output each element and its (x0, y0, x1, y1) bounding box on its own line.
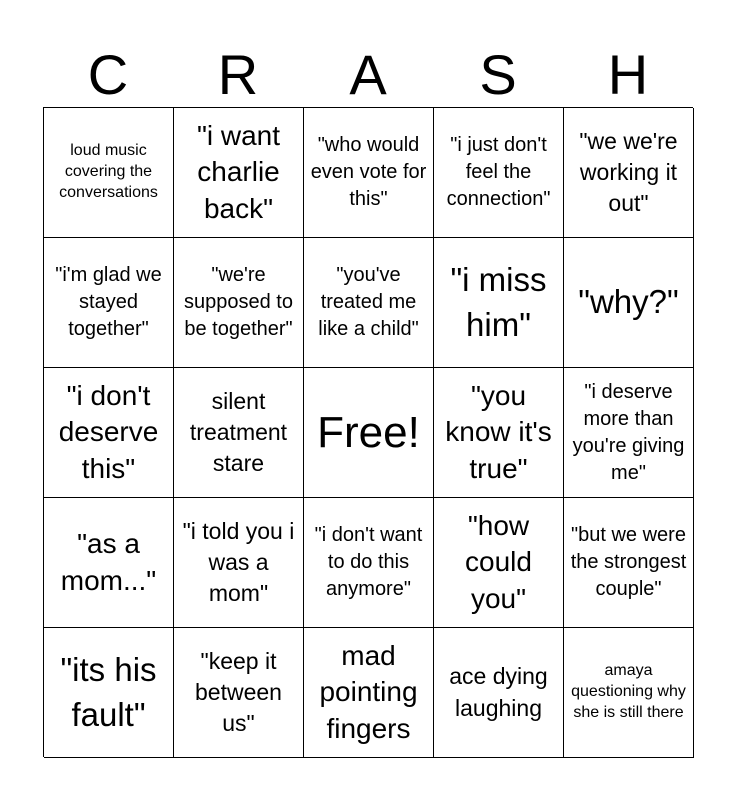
cell-text: "i told you i was a mom" (182, 517, 295, 607)
bingo-cell[interactable] (174, 628, 304, 758)
cell-text: amaya questioning why she is still there (571, 662, 686, 721)
bingo-cell[interactable] (434, 628, 564, 758)
bingo-header (43, 44, 693, 106)
header-letter-h: H (607, 43, 649, 106)
bingo-cell[interactable] (304, 628, 434, 758)
bingo-board (43, 107, 693, 757)
free-space-label: Free! (317, 407, 420, 457)
header-letter-a: A (349, 43, 387, 106)
bingo-cell[interactable] (304, 498, 434, 628)
cell-text: "you've treated me like a child" (318, 264, 419, 340)
cell-text: silent treatment stare (189, 387, 288, 477)
cell-text: "i want charlie back" (196, 119, 281, 224)
bingo-cell[interactable] (564, 368, 694, 498)
cell-text: "i don't deserve this" (58, 379, 159, 484)
bingo-cell[interactable] (304, 238, 434, 368)
cell-text: loud music covering the conversations (59, 142, 158, 201)
bingo-cell[interactable] (434, 368, 564, 498)
bingo-cell[interactable] (564, 498, 694, 628)
cell-text: "how could you" (465, 509, 532, 614)
bingo-cell[interactable] (434, 238, 564, 368)
bingo-cell[interactable] (44, 238, 174, 368)
free-space-cell[interactable] (304, 368, 434, 498)
cell-text: "i don't want to do this anymore" (314, 524, 423, 600)
cell-text: "but we were the strongest couple" (570, 524, 687, 600)
bingo-cell[interactable] (44, 108, 174, 238)
cell-text: mad pointing fingers (319, 639, 418, 744)
bingo-cell[interactable] (44, 628, 174, 758)
bingo-cell[interactable] (434, 498, 564, 628)
header-letter-c: C (87, 43, 129, 106)
bingo-cell[interactable] (174, 498, 304, 628)
cell-text: "keep it between us" (195, 647, 282, 737)
cell-text: "its his fault" (60, 650, 157, 733)
bingo-cell[interactable] (564, 238, 694, 368)
cell-text: "why?" (578, 283, 679, 321)
bingo-cell[interactable] (174, 108, 304, 238)
bingo-cell[interactable] (564, 108, 694, 238)
bingo-cell[interactable] (174, 368, 304, 498)
header-letter-s: S (479, 43, 517, 106)
cell-text: "we're supposed to be together" (184, 264, 293, 340)
cell-text: "i just don't feel the connection" (446, 134, 551, 210)
cell-text: "we we're working it out" (579, 127, 678, 217)
header-letter-r: R (217, 43, 259, 106)
bingo-cell[interactable] (44, 498, 174, 628)
cell-text: "i'm glad we stayed together" (55, 264, 162, 340)
cell-text: "i miss him" (450, 260, 547, 343)
bingo-cell[interactable] (434, 108, 564, 238)
cell-text: ace dying laughing (449, 663, 548, 721)
cell-text: "i deserve more than you're giving me" (572, 380, 685, 484)
cell-text: "who would even vote for this" (310, 134, 427, 210)
bingo-cell[interactable] (44, 368, 174, 498)
bingo-cell[interactable] (174, 238, 304, 368)
bingo-cell[interactable] (304, 108, 434, 238)
cell-text: "you know it's true" (445, 379, 552, 484)
bingo-cell[interactable] (564, 628, 694, 758)
cell-text: "as a mom..." (60, 528, 157, 596)
